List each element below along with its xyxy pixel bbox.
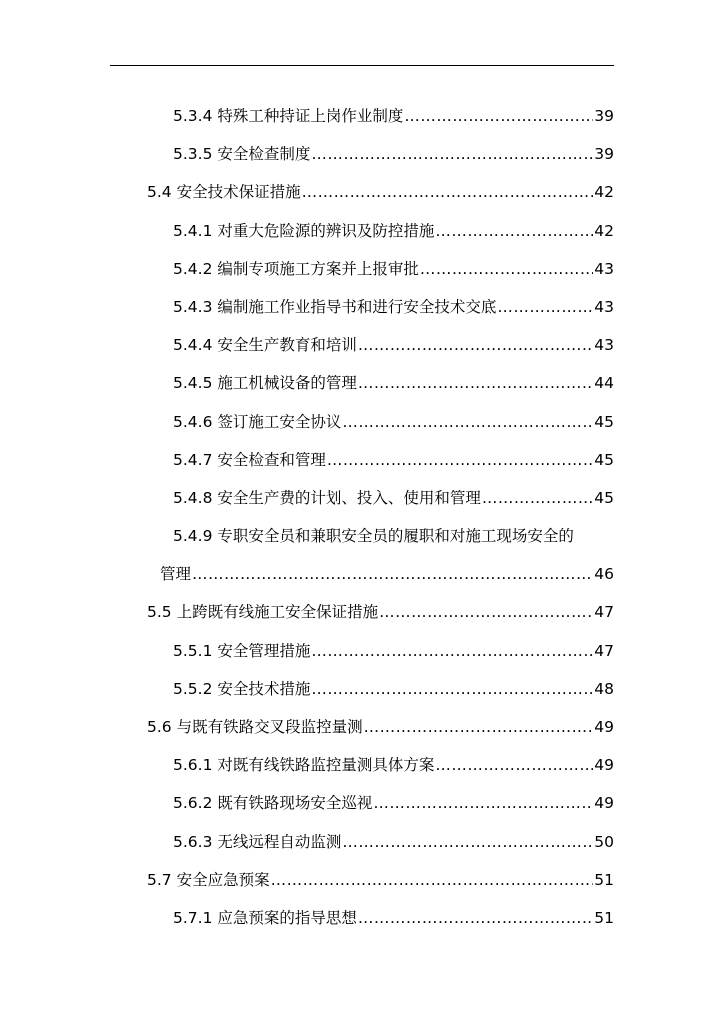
toc-leader — [373, 784, 593, 822]
toc-title: 5.4.8 安全生产费的计划、投入、使用和管理 — [173, 488, 481, 507]
toc-page: 42 — [594, 221, 614, 240]
toc-leader — [358, 326, 593, 364]
toc-row[interactable] — [147, 861, 614, 899]
toc-row[interactable] — [147, 708, 614, 746]
toc-leader — [311, 670, 593, 708]
toc-title: 5.4.9 专职安全员和兼职安全员的履职和对施工现场安全的 — [173, 527, 574, 546]
toc-title: 5.4 安全技术保证措施 — [147, 183, 301, 202]
toc-leader — [435, 212, 593, 250]
toc-leader — [358, 364, 593, 402]
toc-title: 5.6 与既有铁路交叉段监控量测 — [147, 718, 363, 736]
toc-leader — [482, 479, 593, 517]
toc-leader — [192, 555, 593, 593]
toc-row[interactable] — [173, 97, 614, 135]
toc-leader — [342, 823, 593, 861]
toc-page: 43 — [594, 259, 614, 278]
toc-title: 5.4.5 施工机械设备的管理 — [173, 374, 357, 393]
toc-page: 48 — [594, 679, 614, 698]
toc-row[interactable] — [173, 823, 614, 861]
toc-row[interactable] — [160, 555, 614, 593]
toc-leader — [302, 173, 594, 211]
toc-row[interactable] — [173, 250, 614, 288]
toc-page: 49 — [594, 794, 614, 813]
toc-row[interactable] — [173, 517, 614, 555]
toc-row[interactable] — [173, 784, 614, 822]
toc-title: 5.4.3 编制施工作业指导书和进行安全技术交底 — [173, 297, 497, 316]
toc-row[interactable] — [173, 326, 614, 364]
toc-page: 43 — [594, 336, 614, 355]
toc-leader — [342, 403, 593, 441]
toc-leader — [379, 593, 593, 631]
toc-title: 5.3.4 特殊工种持证上岗作业制度 — [173, 107, 404, 125]
toc-title: 5.4.4 安全生产教育和培训 — [173, 336, 357, 355]
toc-row[interactable] — [173, 632, 614, 670]
toc-leader — [311, 135, 593, 173]
toc-page: 50 — [594, 832, 614, 851]
toc-title: 5.5 上跨既有线施工安全保证措施 — [147, 603, 379, 622]
toc-title: 5.3.5 安全检查制度 — [173, 145, 311, 164]
toc-leader — [271, 861, 594, 899]
toc-page: 44 — [594, 374, 614, 393]
toc-page: 42 — [594, 183, 614, 202]
toc-row[interactable] — [173, 670, 614, 708]
toc-row[interactable] — [147, 173, 614, 211]
toc-page: 45 — [594, 450, 614, 469]
toc-page: 43 — [594, 297, 614, 316]
toc-title: 5.4.1 对重大危险源的辨识及防控措施 — [173, 221, 435, 240]
toc-row[interactable] — [173, 479, 614, 517]
toc-page: 46 — [594, 565, 614, 584]
toc-leader — [497, 288, 593, 326]
toc-title: 5.6.3 无线远程自动监测 — [173, 832, 342, 851]
toc-page: 39 — [594, 107, 614, 125]
toc-title: 5.7.1 应急预案的指导思想 — [173, 908, 357, 927]
toc-leader — [404, 97, 593, 135]
toc-title: 5.7 安全应急预案 — [147, 870, 270, 889]
toc-page: 51 — [594, 870, 614, 889]
toc-title: 5.5.1 安全管理措施 — [173, 641, 311, 660]
table-of-contents — [0, 97, 724, 937]
toc-title: 管理 — [160, 565, 192, 584]
toc-leader — [420, 250, 593, 288]
header-rule — [110, 65, 614, 66]
toc-page: 45 — [594, 412, 614, 431]
toc-row[interactable] — [173, 135, 614, 173]
toc-leader — [311, 632, 593, 670]
toc-page: 45 — [594, 488, 614, 507]
toc-row[interactable] — [173, 403, 614, 441]
toc-title: 5.5.2 安全技术措施 — [173, 679, 311, 698]
toc-row[interactable] — [147, 593, 614, 631]
toc-leader — [358, 899, 593, 937]
toc-page: 39 — [594, 145, 614, 164]
toc-row[interactable] — [173, 288, 614, 326]
toc-page: 49 — [594, 756, 614, 775]
toc-page: 49 — [594, 718, 614, 736]
toc-row[interactable] — [173, 364, 614, 402]
toc-page: 51 — [594, 908, 614, 927]
toc-page: 47 — [594, 641, 614, 660]
toc-row[interactable] — [173, 899, 614, 937]
toc-row[interactable] — [173, 746, 614, 784]
toc-title: 5.4.7 安全检查和管理 — [173, 450, 326, 469]
toc-leader — [435, 746, 593, 784]
toc-row[interactable] — [173, 212, 614, 250]
toc-title: 5.6.2 既有铁路现场安全巡视 — [173, 794, 373, 813]
toc-title: 5.4.6 签订施工安全协议 — [173, 412, 342, 431]
toc-row[interactable] — [173, 441, 614, 479]
toc-page: 47 — [594, 603, 614, 622]
toc-title: 5.4.2 编制专项施工方案并上报审批 — [173, 259, 419, 278]
toc-leader — [327, 441, 593, 479]
toc-leader — [364, 708, 594, 746]
toc-title: 5.6.1 对既有线铁路监控量测具体方案 — [173, 756, 435, 775]
